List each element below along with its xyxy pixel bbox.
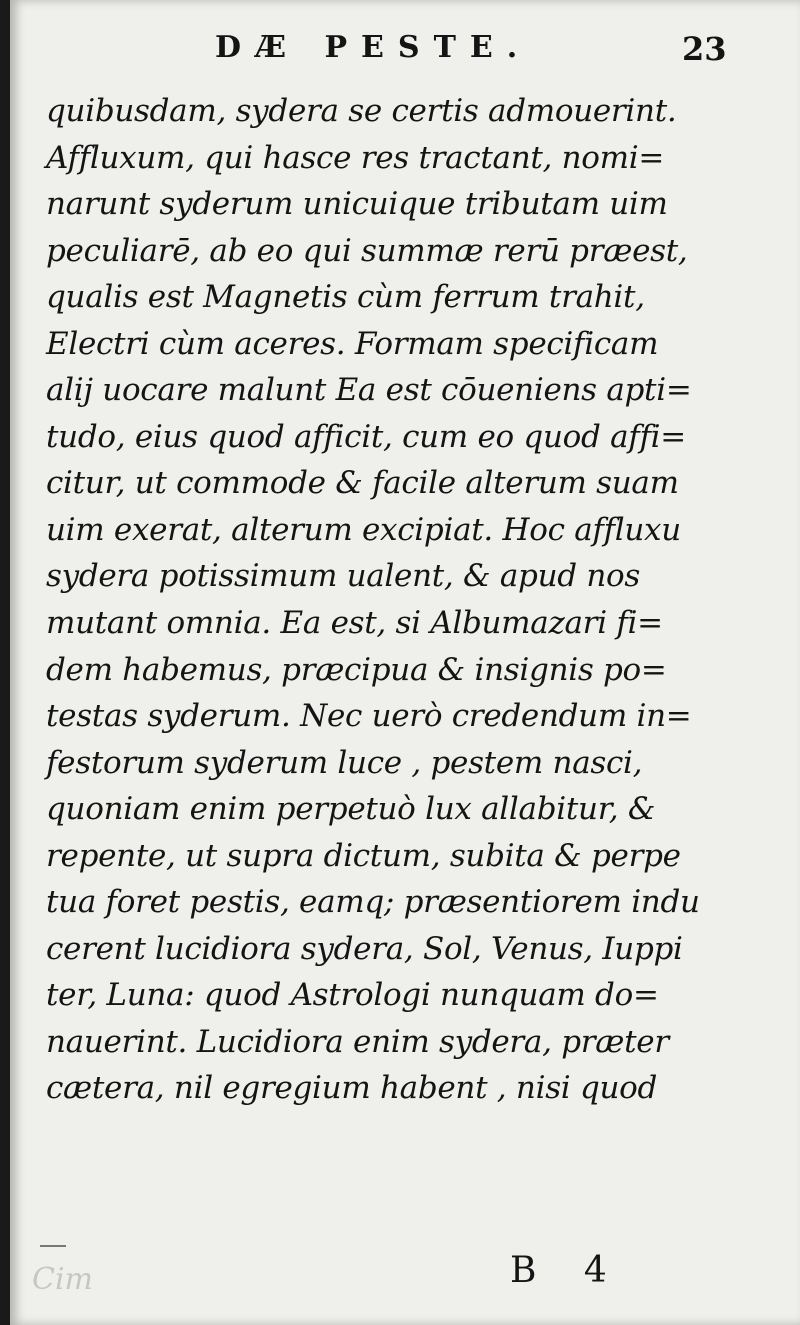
page-number: 23 xyxy=(682,30,727,68)
text-line: Electri cùm aceres. Formam specificam xyxy=(46,325,659,362)
text-line: cerent lucidiora sydera, Sol, Venus, Iuppi xyxy=(46,930,683,967)
text-line: quoniam enim perpetuò lux allabitur, & xyxy=(46,791,656,828)
text-line: uim exerat, alterum excipiat. Hoc affluxu xyxy=(46,511,681,548)
text-line: tua foret pestis, eamq; præsentiorem indu xyxy=(46,884,700,921)
text-line: nauerint. Lucidiora enim sydera, præter xyxy=(46,1023,669,1060)
text-line: testas syderum. Nec uerò credendum in= xyxy=(46,698,692,735)
text-line: repente, ut supra dictum, subita & perpe xyxy=(46,837,681,874)
text-line: dem habemus, præcipua & insignis po= xyxy=(46,651,667,688)
signature-mark: B 4 xyxy=(510,1250,625,1291)
text-line: cætera, nil egregium habent , nisi quod xyxy=(46,1070,658,1107)
text-line: qualis est Magnetis cùm ferrum trahit, xyxy=(46,279,645,316)
text-line: ter, Luna: quod Astrologi nunquam do= xyxy=(46,977,659,1014)
text-line: quibusdam, sydera se certis admouerint. xyxy=(46,93,677,129)
text-line: tudo, eius quod afficit, cum eo quod affi= xyxy=(46,418,686,455)
page-header xyxy=(10,26,800,76)
text-line: peculiarē, ab eo qui summæ rerū præest, xyxy=(46,232,688,269)
text-line: narunt syderum unicuique tributam uim xyxy=(46,186,668,223)
text-line: citur, ut commode & facile alterum suam xyxy=(46,465,679,502)
margin-mark xyxy=(40,1245,66,1247)
running-title: DÆ PESTE. xyxy=(215,30,532,65)
book-page xyxy=(10,0,800,1325)
bleed-through-text: Cim xyxy=(32,1262,93,1297)
text-line: sydera potissimum ualent, & apud nos xyxy=(46,558,641,595)
text-line: festorum syderum luce , pestem nasci, xyxy=(46,744,643,781)
body-text xyxy=(46,88,746,1112)
text-line: Affluxum, qui hasce res tractant, nomi= xyxy=(46,139,665,176)
text-line: alij uocare malunt Ea est cōueniens apti= xyxy=(46,372,692,409)
text-line: mutant omnia. Ea est, si Albumazari fi= xyxy=(46,605,663,642)
